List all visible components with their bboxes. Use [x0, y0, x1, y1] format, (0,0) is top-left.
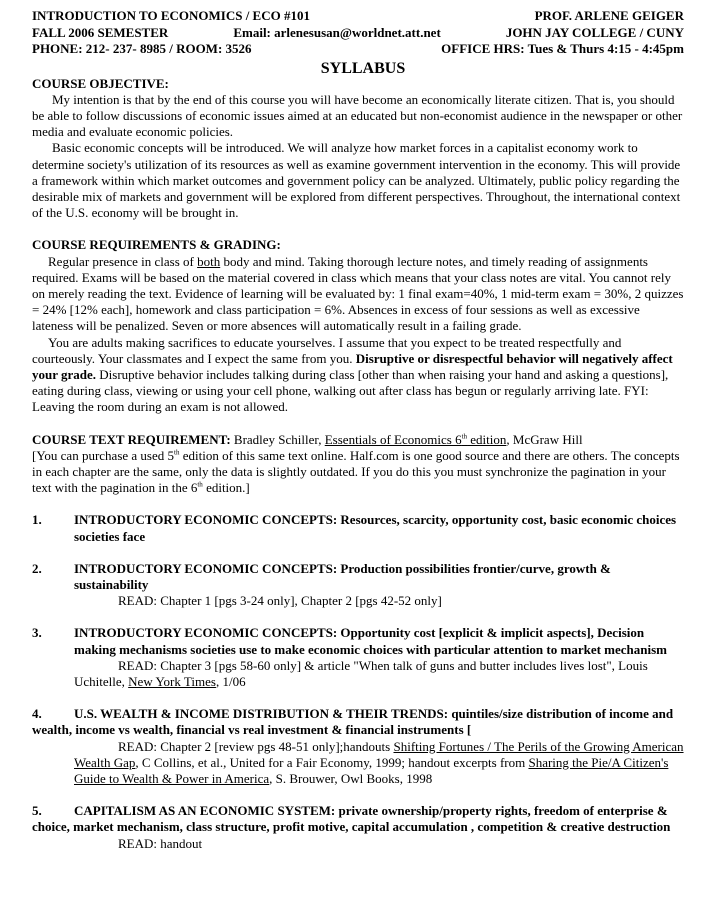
book-edition: edition	[467, 431, 507, 447]
topic-reading	[32, 739, 684, 788]
sup: th	[197, 480, 203, 489]
requirements-paragraph-2	[32, 335, 684, 416]
note-text: [You can purchase a used 5	[32, 447, 175, 463]
sup: th	[174, 448, 180, 457]
handout-title: Shifting Fortunes / The Perils of the Growing American Wealth Gap	[74, 738, 684, 770]
topic-title: INTRODUCTORY ECONOMIC CONCEPTS: Production possibilities frontier/curve, growth & sustainability	[74, 560, 611, 592]
behavior-warning: Disruptive or disrespectful behavior will negatively affect your grade.	[32, 350, 673, 382]
topic-reading: READ: Chapter 1 [pgs 3-24 only], Chapter 2 [pgs 42-52 only]	[118, 593, 442, 609]
sup: th	[461, 432, 468, 441]
note-text: edition of this same text online. Half.com is one good source and there are others. The concepts in each chapter are the same, only the data is slightly outdated. If you do this you must synchronize the pagination in your text with the pagination in the 6	[32, 447, 680, 496]
header-row-3	[32, 41, 684, 58]
reading-text: , 1/06	[215, 674, 246, 689]
req-text: Regular presence in class of	[48, 253, 198, 269]
topic-item-5	[32, 803, 684, 835]
textbook-title	[325, 432, 507, 447]
professor-name: PROF. ARLENE GEIGER	[534, 8, 684, 23]
req-text: You are adults making sacrifices to educate yourselves. I assume that you expect to be treated respectfully and courteously. Your classmates and I expect the same from you.	[32, 334, 622, 366]
topic-number: 3.	[32, 625, 42, 641]
topic-number: 1.	[32, 512, 42, 528]
requirements-heading: COURSE REQUIREMENTS & GRADING:	[32, 237, 281, 253]
reading-text: READ: Chapter 2 [review pgs 48-51 only];handouts	[118, 738, 394, 754]
topic-number: 4.	[32, 706, 42, 722]
both-emphasis: both	[197, 253, 221, 269]
text-requirement	[32, 432, 684, 448]
topic-item-4	[32, 706, 684, 738]
req-text: Disruptive behavior includes talking during class [other than when raising your hand and asking a questions], eating during class, viewing or using your cell phone, walking out after class has begun or regularly arriving late. FYI: Leaving the room during an exam is not allowed.	[32, 366, 669, 415]
college: JOHN JAY COLLEGE / CUNY	[505, 24, 684, 40]
semester: FALL 2006 SEMESTER	[32, 24, 169, 40]
course-title: INTRODUCTION TO ECONOMICS / ECO #101	[32, 8, 310, 23]
topic-title: INTRODUCTORY ECONOMIC CONCEPTS: Resources, scarcity, opportunity cost, basic economic choices societies face	[74, 512, 677, 544]
topic-item-3	[32, 625, 684, 657]
reading-text: , S. Brouwer, Owl Books, 1998	[269, 771, 433, 787]
topic-title: CAPITALISM AS AN ECONOMIC SYSTEM: private ownership/property rights, freedom of enterprise & choice, market mechanism, class structure, profit motive, capital accumulation , competition & creative destruction	[32, 803, 671, 835]
header-row-2	[32, 25, 684, 42]
email: Email: arlenesusan@worldnet.att.net	[233, 24, 441, 40]
requirements-paragraph-1	[32, 254, 684, 335]
topic-title: INTRODUCTORY ECONOMIC CONCEPTS: Opportunity cost [explicit & implicit aspects], Decision making mechanisms societies use to make economic choices with particular attention to market mechanism	[74, 625, 667, 657]
publisher: , McGraw Hill	[506, 431, 583, 447]
reading-text: READ: Chapter 3 [pgs 58-60 only] & article "When talk of guns and butter includes lives lost", Louis Uchitelle,	[74, 657, 648, 689]
book-title: Essentials of Economics 6	[324, 431, 462, 447]
topic-number: 5.	[32, 803, 42, 819]
newspaper-title: New York Times	[128, 674, 216, 689]
objective-paragraph-2: Basic economic concepts will be introduced. We will analyze how market forces in a capitalist economy work to determine society's utilization of its resources as well as examine government intervention in the economy. This will provide a framework within which market outcomes and government policy can be analyzed. Ultimately, public policy regarding the desirable mix of markets and government will be explored from different perspectives. Throughout, the international context of the U.S. economy will be brought in.	[32, 140, 681, 221]
text-req-heading: COURSE TEXT REQUIREMENT:	[32, 431, 231, 447]
topic-title: U.S. WEALTH & INCOME DISTRIBUTION & THEIR TRENDS: quintiles/size distribution of income and wealth, income vs wealth, financial vs real investment & financial instruments [	[32, 706, 674, 738]
book-title: Sharing the Pie/A Citizen's Guide to Wealth & Power in America	[74, 754, 669, 787]
header-row-1	[32, 8, 684, 25]
note-text: edition.]	[202, 480, 250, 496]
office-hours: OFFICE HRS: Tues & Thurs 4:15 - 4:45pm	[441, 41, 684, 56]
text-note	[32, 448, 684, 497]
text-author: Bradley Schiller,	[230, 431, 325, 447]
page-title: SYLLABUS	[320, 59, 406, 77]
phone-room: PHONE: 212- 237- 8985 / ROOM: 3526	[32, 41, 252, 56]
topic-number: 2.	[32, 560, 42, 576]
topic-reading: READ: handout	[118, 835, 203, 851]
req-text: body and mind. Taking thorough lecture notes, and timely reading of assignments required. Exams will be based on the material covered in class which means that your class notes are vital. You cannot rely on merely reading the text. Evidence of learning will be evaluated by: 1 final exam=40%, 1 mid-term exam = 30%, 2 quizzes = 24% [12% each], homework and class participation = 6%. Absences in excess of four sessions as well as excessive lateness will be penalized. Seven or more absences will automatically result in a failing grade.	[32, 253, 684, 334]
objective-paragraph-1: My intention is that by the end of this course you will have become an economically literate citizen. That is, you should be able to follow discussions of economic issues aimed at an educated but non-economist audience in the newspaper or other media and evaluate economic policies.	[32, 91, 683, 140]
topic-reading	[32, 658, 684, 690]
topic-item-2	[32, 561, 684, 593]
reading-text: , C Collins, et al., United for a Fair Economy, 1999; handout excerpts from	[135, 754, 529, 770]
topic-item-1	[32, 512, 684, 544]
objective-heading: COURSE OBJECTIVE:	[32, 75, 169, 91]
